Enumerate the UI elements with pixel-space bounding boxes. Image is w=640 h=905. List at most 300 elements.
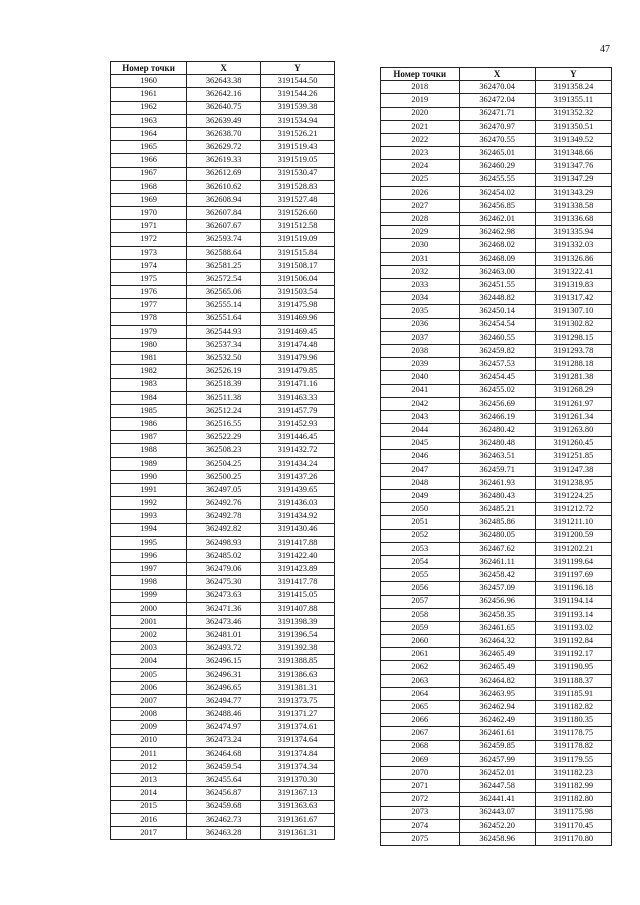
table-row (111, 391, 335, 404)
table-row (111, 484, 335, 497)
y-coordinate-cell: 3191479.96 (261, 352, 335, 365)
x-coordinate-cell: 362480.05 (459, 529, 535, 542)
point-number-cell: 1988 (111, 444, 187, 457)
table-row (111, 180, 335, 193)
x-coordinate-cell: 362459.71 (459, 463, 535, 476)
table-row (381, 503, 612, 516)
y-coordinate-cell: 3191185.91 (535, 687, 611, 700)
y-coordinate-cell: 3191326.86 (535, 252, 611, 265)
table-row (381, 424, 612, 437)
y-coordinate-cell: 3191182.99 (535, 780, 611, 793)
y-coordinate-cell: 3191298.15 (535, 331, 611, 344)
x-coordinate-cell: 362443.07 (459, 806, 535, 819)
point-number-cell: 2053 (381, 542, 460, 555)
table-row (111, 774, 335, 787)
table-row (111, 299, 335, 312)
point-number-cell: 2002 (111, 629, 187, 642)
x-coordinate-cell: 362473.46 (187, 615, 261, 628)
table-row (111, 708, 335, 721)
table-row (111, 233, 335, 246)
x-coordinate-cell: 362459.68 (187, 800, 261, 813)
table-row (111, 259, 335, 272)
table-row (381, 279, 612, 292)
x-coordinate-cell: 362456.69 (459, 397, 535, 410)
y-coordinate-cell: 3191182.23 (535, 766, 611, 779)
y-coordinate-cell: 3191530.47 (261, 167, 335, 180)
point-number-cell: 2056 (381, 582, 460, 595)
y-coordinate-cell: 3191268.29 (535, 384, 611, 397)
point-number-cell: 2013 (111, 774, 187, 787)
x-coordinate-cell: 362492.78 (187, 510, 261, 523)
y-coordinate-cell: 3191348.66 (535, 147, 611, 160)
table-row (111, 734, 335, 747)
x-coordinate-cell: 362551.64 (187, 312, 261, 325)
table-row (381, 213, 612, 226)
point-number-cell: 1962 (111, 101, 187, 114)
table-row (381, 621, 612, 634)
point-number-cell: 2017 (111, 826, 187, 839)
x-coordinate-cell: 362454.45 (459, 371, 535, 384)
y-coordinate-cell: 3191374.34 (261, 760, 335, 773)
point-number-cell: 2003 (111, 642, 187, 655)
y-coordinate-cell: 3191436.03 (261, 497, 335, 510)
x-coordinate-cell: 362457.99 (459, 753, 535, 766)
y-coordinate-cell: 3191179.55 (535, 753, 611, 766)
table-row (381, 476, 612, 489)
y-coordinate-cell: 3191261.34 (535, 410, 611, 423)
point-number-cell: 1982 (111, 365, 187, 378)
y-coordinate-cell: 3191437.26 (261, 470, 335, 483)
point-number-cell: 2015 (111, 800, 187, 813)
point-number-cell: 2014 (111, 787, 187, 800)
x-coordinate-cell: 362467.62 (459, 542, 535, 555)
table-row (381, 582, 612, 595)
y-coordinate-cell: 3191200.59 (535, 529, 611, 542)
x-coordinate-cell: 362480.43 (459, 490, 535, 503)
y-coordinate-cell: 3191319.83 (535, 279, 611, 292)
table-row (111, 602, 335, 615)
point-number-cell: 1976 (111, 286, 187, 299)
y-coordinate-cell: 3191527.48 (261, 193, 335, 206)
point-number-cell: 2075 (381, 832, 460, 845)
table-row (111, 101, 335, 114)
point-number-cell: 2031 (381, 252, 460, 265)
y-coordinate-cell: 3191281.38 (535, 371, 611, 384)
table-row (381, 687, 612, 700)
table-row (111, 813, 335, 826)
y-coordinate-cell: 3191423.89 (261, 563, 335, 576)
y-coordinate-cell: 3191539.38 (261, 101, 335, 114)
table-row (111, 800, 335, 813)
table-row (111, 352, 335, 365)
y-coordinate-cell: 3191193.02 (535, 621, 611, 634)
x-coordinate-cell: 362642.16 (187, 88, 261, 101)
table-row (381, 727, 612, 740)
point-number-cell: 1998 (111, 576, 187, 589)
x-coordinate-cell: 362465.49 (459, 661, 535, 674)
coordinates-table-right (380, 67, 612, 846)
point-number-cell: 1990 (111, 470, 187, 483)
point-number-cell: 2000 (111, 602, 187, 615)
x-coordinate-cell: 362496.31 (187, 668, 261, 681)
x-coordinate-cell: 362458.42 (459, 569, 535, 582)
header-point-number: Номер точки (381, 68, 460, 81)
table-row (381, 331, 612, 344)
x-coordinate-cell: 362460.55 (459, 331, 535, 344)
x-coordinate-cell: 362492.82 (187, 523, 261, 536)
y-coordinate-cell: 3191469.45 (261, 325, 335, 338)
table-row (381, 766, 612, 779)
point-number-cell: 1969 (111, 193, 187, 206)
point-number-cell: 1996 (111, 549, 187, 562)
y-coordinate-cell: 3191446.45 (261, 431, 335, 444)
table-row (381, 120, 612, 133)
point-number-cell: 2057 (381, 595, 460, 608)
table-row (381, 397, 612, 410)
point-number-cell: 1963 (111, 114, 187, 127)
point-number-cell: 2058 (381, 608, 460, 621)
x-coordinate-cell: 362473.24 (187, 734, 261, 747)
point-number-cell: 2074 (381, 819, 460, 832)
point-number-cell: 1983 (111, 378, 187, 391)
point-number-cell: 1964 (111, 127, 187, 140)
y-coordinate-cell: 3191544.50 (261, 75, 335, 88)
x-coordinate-cell: 362500.25 (187, 470, 261, 483)
y-coordinate-cell: 3191178.82 (535, 740, 611, 753)
x-coordinate-cell: 362639.49 (187, 114, 261, 127)
x-coordinate-cell: 362461.93 (459, 476, 535, 489)
x-coordinate-cell: 362588.64 (187, 246, 261, 259)
table-row (111, 207, 335, 220)
x-coordinate-cell: 362448.82 (459, 292, 535, 305)
y-coordinate-cell: 3191361.31 (261, 826, 335, 839)
y-coordinate-cell: 3191374.64 (261, 734, 335, 747)
y-coordinate-cell: 3191503.54 (261, 286, 335, 299)
x-coordinate-cell: 362607.67 (187, 220, 261, 233)
point-number-cell: 2020 (381, 107, 460, 120)
point-number-cell: 2073 (381, 806, 460, 819)
point-number-cell: 1993 (111, 510, 187, 523)
y-coordinate-cell: 3191415.05 (261, 589, 335, 602)
table-row (381, 186, 612, 199)
x-coordinate-cell: 362447.58 (459, 780, 535, 793)
x-coordinate-cell: 362459.85 (459, 740, 535, 753)
x-coordinate-cell: 362643.38 (187, 75, 261, 88)
y-coordinate-cell: 3191332.03 (535, 239, 611, 252)
y-coordinate-cell: 3191350.51 (535, 120, 611, 133)
table-row (381, 740, 612, 753)
y-coordinate-cell: 3191302.82 (535, 318, 611, 331)
table-row (381, 147, 612, 160)
header-y: Y (535, 68, 611, 81)
y-coordinate-cell: 3191238.95 (535, 476, 611, 489)
point-number-cell: 2034 (381, 292, 460, 305)
y-coordinate-cell: 3191388.85 (261, 655, 335, 668)
point-number-cell: 2028 (381, 213, 460, 226)
table-row (381, 173, 612, 186)
point-number-cell: 2009 (111, 721, 187, 734)
y-coordinate-cell: 3191452.93 (261, 418, 335, 431)
point-number-cell: 2005 (111, 668, 187, 681)
point-number-cell: 2025 (381, 173, 460, 186)
table-row (381, 252, 612, 265)
y-coordinate-cell: 3191439.65 (261, 484, 335, 497)
table-row (381, 806, 612, 819)
y-coordinate-cell: 3191457.79 (261, 404, 335, 417)
x-coordinate-cell: 362480.42 (459, 424, 535, 437)
table-row (381, 239, 612, 252)
x-coordinate-cell: 362470.97 (459, 120, 535, 133)
point-number-cell: 1989 (111, 457, 187, 470)
x-coordinate-cell: 362555.14 (187, 299, 261, 312)
x-coordinate-cell: 362455.55 (459, 173, 535, 186)
y-coordinate-cell: 3191170.80 (535, 832, 611, 845)
table-row (381, 595, 612, 608)
point-number-cell: 2072 (381, 793, 460, 806)
point-number-cell: 1991 (111, 484, 187, 497)
y-coordinate-cell: 3191373.75 (261, 695, 335, 708)
y-coordinate-cell: 3191178.75 (535, 727, 611, 740)
y-coordinate-cell: 3191355.11 (535, 94, 611, 107)
x-coordinate-cell: 362462.73 (187, 813, 261, 826)
x-coordinate-cell: 362638.70 (187, 127, 261, 140)
table-row (381, 318, 612, 331)
table-row (381, 542, 612, 555)
y-coordinate-cell: 3191180.35 (535, 714, 611, 727)
y-coordinate-cell: 3191352.32 (535, 107, 611, 120)
table-row (111, 444, 335, 457)
x-coordinate-cell: 362454.54 (459, 318, 535, 331)
x-coordinate-cell: 362457.09 (459, 582, 535, 595)
point-number-cell: 1975 (111, 273, 187, 286)
page-number: 47 (600, 44, 610, 55)
point-number-cell: 1981 (111, 352, 187, 365)
y-coordinate-cell: 3191335.94 (535, 226, 611, 239)
x-coordinate-cell: 362464.82 (459, 674, 535, 687)
point-number-cell: 2036 (381, 318, 460, 331)
y-coordinate-cell: 3191358.24 (535, 81, 611, 94)
point-number-cell: 2021 (381, 120, 460, 133)
point-number-cell: 2018 (381, 81, 460, 94)
x-coordinate-cell: 362465.01 (459, 147, 535, 160)
table-row (381, 344, 612, 357)
x-coordinate-cell: 362485.21 (459, 503, 535, 516)
x-coordinate-cell: 362458.35 (459, 608, 535, 621)
y-coordinate-cell: 3191386.63 (261, 668, 335, 681)
y-coordinate-cell: 3191307.10 (535, 305, 611, 318)
table-row (381, 450, 612, 463)
point-number-cell: 2029 (381, 226, 460, 239)
table-row (381, 305, 612, 318)
x-coordinate-cell: 362480.48 (459, 437, 535, 450)
x-coordinate-cell: 362516.55 (187, 418, 261, 431)
point-number-cell: 2019 (381, 94, 460, 107)
table-row (381, 384, 612, 397)
y-coordinate-cell: 3191479.85 (261, 365, 335, 378)
y-coordinate-cell: 3191263.80 (535, 424, 611, 437)
point-number-cell: 2052 (381, 529, 460, 542)
x-coordinate-cell: 362526.19 (187, 365, 261, 378)
x-coordinate-cell: 362455.64 (187, 774, 261, 787)
x-coordinate-cell: 362462.98 (459, 226, 535, 239)
point-number-cell: 2033 (381, 279, 460, 292)
y-coordinate-cell: 3191322.41 (535, 265, 611, 278)
table-row (111, 497, 335, 510)
x-coordinate-cell: 362496.15 (187, 655, 261, 668)
point-number-cell: 2001 (111, 615, 187, 628)
x-coordinate-cell: 362470.55 (459, 133, 535, 146)
table-row (111, 431, 335, 444)
y-coordinate-cell: 3191347.29 (535, 173, 611, 186)
point-number-cell: 1986 (111, 418, 187, 431)
x-coordinate-cell: 362593.74 (187, 233, 261, 246)
x-coordinate-cell: 362518.39 (187, 378, 261, 391)
table-row (111, 589, 335, 602)
x-coordinate-cell: 362456.87 (187, 787, 261, 800)
y-coordinate-cell: 3191188.37 (535, 674, 611, 687)
x-coordinate-cell: 362452.20 (459, 819, 535, 832)
y-coordinate-cell: 3191469.96 (261, 312, 335, 325)
table-row (381, 608, 612, 621)
table-row (111, 549, 335, 562)
point-number-cell: 2046 (381, 450, 460, 463)
y-coordinate-cell: 3191175.98 (535, 806, 611, 819)
table-row (111, 629, 335, 642)
point-number-cell: 2047 (381, 463, 460, 476)
point-number-cell: 1992 (111, 497, 187, 510)
y-coordinate-cell: 3191224.25 (535, 490, 611, 503)
point-number-cell: 2040 (381, 371, 460, 384)
x-coordinate-cell: 362463.51 (459, 450, 535, 463)
x-coordinate-cell: 362581.25 (187, 259, 261, 272)
point-number-cell: 1974 (111, 259, 187, 272)
point-number-cell: 2060 (381, 635, 460, 648)
point-number-cell: 2048 (381, 476, 460, 489)
point-number-cell: 2069 (381, 753, 460, 766)
x-coordinate-cell: 362608.94 (187, 193, 261, 206)
point-number-cell: 1972 (111, 233, 187, 246)
point-number-cell: 2011 (111, 747, 187, 760)
x-coordinate-cell: 362544.93 (187, 325, 261, 338)
point-number-cell: 2068 (381, 740, 460, 753)
table-row (111, 88, 335, 101)
x-coordinate-cell: 362468.09 (459, 252, 535, 265)
y-coordinate-cell: 3191293.78 (535, 344, 611, 357)
table-row (111, 695, 335, 708)
table-row (111, 127, 335, 140)
point-number-cell: 2037 (381, 331, 460, 344)
y-coordinate-cell: 3191392.38 (261, 642, 335, 655)
x-coordinate-cell: 362464.68 (187, 747, 261, 760)
y-coordinate-cell: 3191251.85 (535, 450, 611, 463)
point-number-cell: 1999 (111, 589, 187, 602)
y-coordinate-cell: 3191192.84 (535, 635, 611, 648)
point-number-cell: 2041 (381, 384, 460, 397)
table-row (381, 661, 612, 674)
point-number-cell: 1977 (111, 299, 187, 312)
point-number-cell: 2063 (381, 674, 460, 687)
point-number-cell: 2070 (381, 766, 460, 779)
point-number-cell: 1995 (111, 536, 187, 549)
point-number-cell: 2006 (111, 681, 187, 694)
table-row (111, 378, 335, 391)
x-coordinate-cell: 362466.19 (459, 410, 535, 423)
x-coordinate-cell: 362457.53 (459, 358, 535, 371)
y-coordinate-cell: 3191417.88 (261, 536, 335, 549)
table-row (381, 133, 612, 146)
table-row (381, 648, 612, 661)
y-coordinate-cell: 3191194.14 (535, 595, 611, 608)
table-row (381, 371, 612, 384)
x-coordinate-cell: 362492.76 (187, 497, 261, 510)
x-coordinate-cell: 362511.38 (187, 391, 261, 404)
y-coordinate-cell: 3191434.92 (261, 510, 335, 523)
point-number-cell: 1967 (111, 167, 187, 180)
table-row (111, 510, 335, 523)
table-row (111, 167, 335, 180)
y-coordinate-cell: 3191338.58 (535, 199, 611, 212)
point-number-cell: 2043 (381, 410, 460, 423)
x-coordinate-cell: 362485.86 (459, 516, 535, 529)
table-row (381, 226, 612, 239)
table-row (381, 265, 612, 278)
table-row (111, 563, 335, 576)
x-coordinate-cell: 362470.04 (459, 81, 535, 94)
x-coordinate-cell: 362462.94 (459, 701, 535, 714)
point-number-cell: 2010 (111, 734, 187, 747)
y-coordinate-cell: 3191371.27 (261, 708, 335, 721)
table-row (111, 325, 335, 338)
y-coordinate-cell: 3191197.69 (535, 569, 611, 582)
y-coordinate-cell: 3191374.84 (261, 747, 335, 760)
y-coordinate-cell: 3191202.21 (535, 542, 611, 555)
table-row (111, 273, 335, 286)
x-coordinate-cell: 362461.65 (459, 621, 535, 634)
header-x: X (187, 62, 261, 75)
point-number-cell: 1961 (111, 88, 187, 101)
y-coordinate-cell: 3191182.80 (535, 793, 611, 806)
x-coordinate-cell: 362475.30 (187, 576, 261, 589)
table-row (111, 668, 335, 681)
x-coordinate-cell: 362452.01 (459, 766, 535, 779)
point-number-cell: 2027 (381, 199, 460, 212)
x-coordinate-cell: 362493.72 (187, 642, 261, 655)
table-row (111, 470, 335, 483)
point-number-cell: 2026 (381, 186, 460, 199)
point-number-cell: 2061 (381, 648, 460, 661)
point-number-cell: 1997 (111, 563, 187, 576)
table-row (381, 160, 612, 173)
point-number-cell: 2055 (381, 569, 460, 582)
y-coordinate-cell: 3191526.60 (261, 207, 335, 220)
x-coordinate-cell: 362455.02 (459, 384, 535, 397)
table-row (381, 569, 612, 582)
table-row (111, 747, 335, 760)
x-coordinate-cell: 362454.02 (459, 186, 535, 199)
x-coordinate-cell: 362463.00 (459, 265, 535, 278)
point-number-cell: 2032 (381, 265, 460, 278)
y-coordinate-cell: 3191519.43 (261, 141, 335, 154)
y-coordinate-cell: 3191396.54 (261, 629, 335, 642)
x-coordinate-cell: 362485.02 (187, 549, 261, 562)
x-coordinate-cell: 362459.54 (187, 760, 261, 773)
table-row (381, 780, 612, 793)
x-coordinate-cell: 362465.49 (459, 648, 535, 661)
y-coordinate-cell: 3191512.58 (261, 220, 335, 233)
table-header-row (111, 62, 335, 75)
y-coordinate-cell: 3191363.63 (261, 800, 335, 813)
point-number-cell: 1966 (111, 154, 187, 167)
